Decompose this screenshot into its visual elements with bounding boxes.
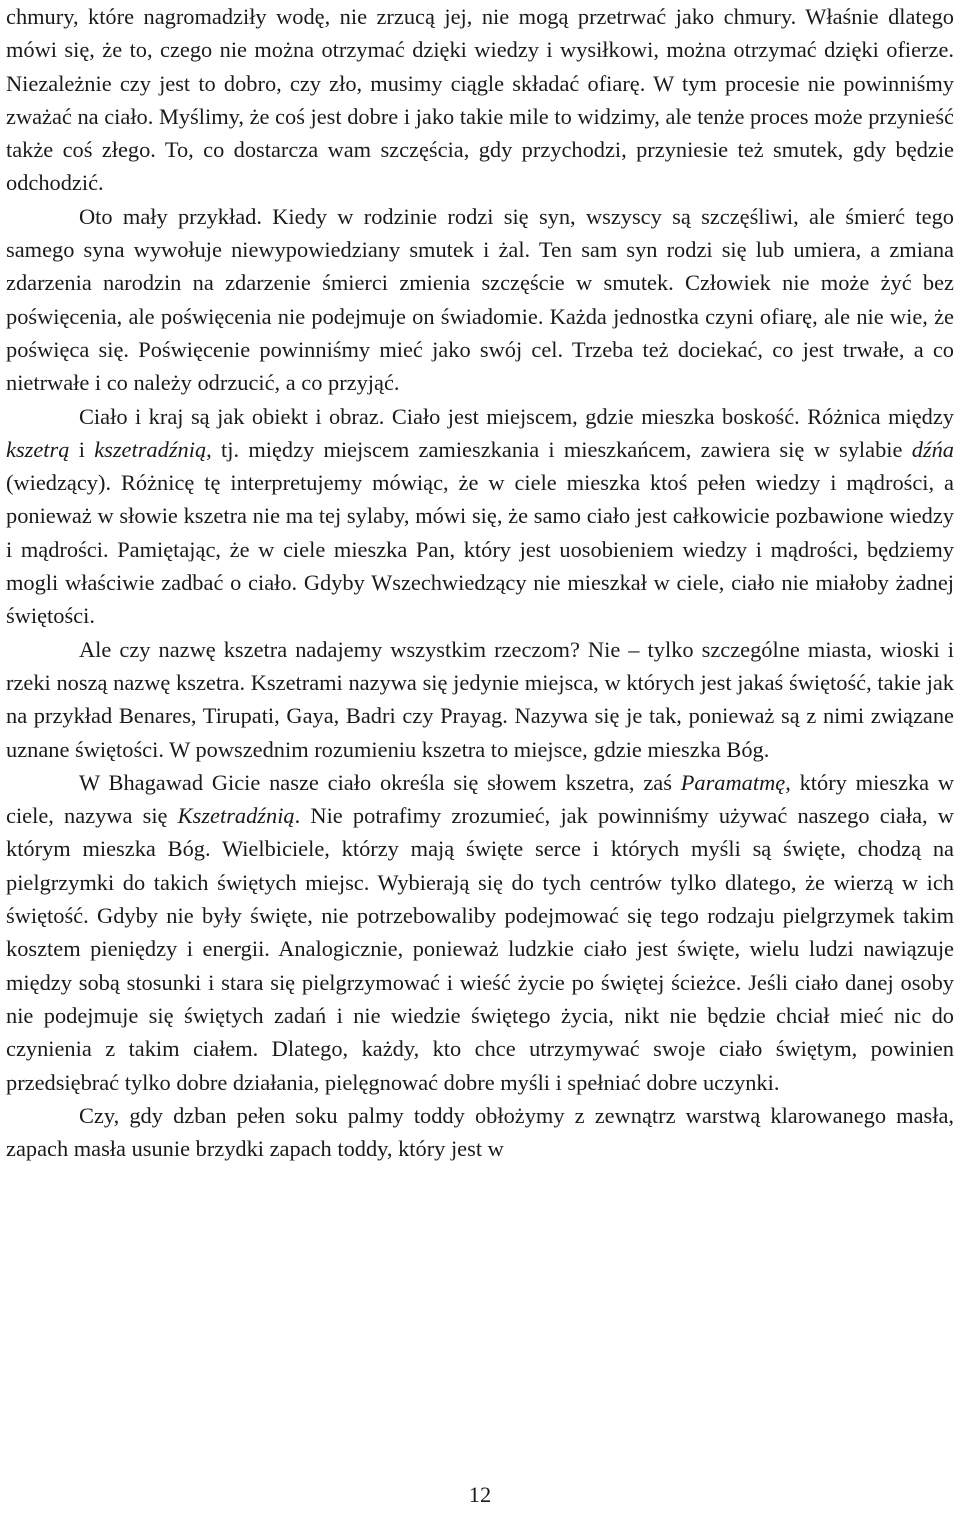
paragraph	[6, 0, 954, 200]
text-run: (wiedzący). Różnicę tę interpretujemy mówiąc, że w ciele mieszka ktoś pełen wiedzy i mądrości, a ponieważ w słowie kszetra nie ma tej sylaby, mówi się, że samo ciało jest całkowicie pozbawione wiedzy i mądrości. Pamiętając, że w ciele mieszka Pan, który jest uosobieniem wiedzy i mądrości, będziemy mogli właściwie zadbać o ciało. Gdyby Wszechwiedzący nie mieszkał w ciele, ciało nie miałoby żadnej świętości.	[6, 470, 954, 629]
text-run: , tj. między miejscem zamieszkania i mieszkańcem, zawiera się w sylabie	[206, 436, 912, 462]
page-number: 12	[468, 1482, 492, 1507]
text-run: Oto mały przykład. Kiedy w rodzinie rodzi się syn, wszyscy są szczęśliwi, ale śmierć tego samego syna wywołuje niewypowiedziany smutek i żal. Ten sam syn rodzi się lub umiera, a zmiana zdarzenia narodzin na zdarzenie śmierci zmienia szczęście w smutek. Człowiek nie może żyć bez poświęcenia, ale poświęcenia nie podejmuje on świadomie. Każda jednostka czyni ofiarę, ale nie wie, że poświęca się. Poświęcenie powinniśmy mieć jako swój cel. Trzeba też dociekać, co jest trwałe, a co nietrwałe i co należy odrzucić, a co przyjąć.	[6, 203, 954, 396]
text-run: W Bhagawad Gicie nasze ciało określa się słowem kszetra, zaś	[79, 769, 681, 795]
text-run: Ciało i kraj są jak obiekt i obraz. Ciało jest miejscem, gdzie mieszka boskość. Różnica między	[79, 403, 954, 429]
text-run: Czy, gdy dzban pełen soku palmy toddy obłożymy z zewnątrz warstwą klarowanego masła, zapach masła usunie brzydki zapach toddy, który jest w	[6, 1102, 954, 1162]
italic-term: kszetrą	[6, 436, 70, 462]
paragraph	[6, 766, 954, 1099]
text-run: , który mieszka w ciele, nazywa się	[6, 769, 954, 829]
body-text	[6, 0, 954, 1165]
italic-term: Paramatmę	[680, 769, 786, 795]
text-run: i	[69, 436, 95, 462]
italic-term: dźńa	[911, 436, 954, 462]
text-run: . Nie potrafimy zrozumieć, jak powinniśmy używać naszego ciała, w którym mieszka Bóg. Wielbiciele, którzy mają święte serce i których myśli są święte, chodzą na pielgrzymki do takich świętych miejsc. Wybierają się do tych centrów tylko dlatego, że wierzą w ich świętość. Gdyby nie były święte, nie potrzebowaliby podejmować się tego rodzaju pielgrzymek takim kosztem pieniędzy i energii. Analogicznie, ponieważ ludzkie ciało jest święte, wielu ludzi nawiązuje między sobą stosunki i stara się pielgrzymować i wieść życie po świętej ścieżce. Jeśli ciało danej osoby nie podejmuje się świętych zadań i nie wiedzie świętego życia, nikt nie będzie chciał mieć nic do czynienia z takim ciałem. Dlatego, każdy, kto chce utrzymywać swoje ciało świętym, powinien przedsiębrać tylko dobre działania, pielęgnować dobre myśli i spełniać dobre uczynki.	[6, 803, 954, 1095]
paragraph	[6, 400, 954, 633]
paragraph	[6, 200, 954, 400]
text-run: chmury, które nagromadziły wodę, nie zrzucą jej, nie mogą przetrwać jako chmury. Właśnie dlatego mówi się, że to, czego nie można otrzymać dzięki wiedzy i wysiłkowi, można otrzymać dzięki ofierze. Niezależnie czy jest to dobro, czy zło, musimy ciągle składać ofiarę. W tym procesie nie powinniśmy zważać na ciało. Myślimy, że coś jest dobre i jako takie mile to widzimy, ale tenże proces może przynieść także coś złego. To, co dostarcza wam szczęścia, gdy przychodzi, przyniesie też smutek, gdy będzie odchodzić.	[6, 4, 954, 196]
paragraph	[6, 1099, 954, 1166]
italic-term: Kszetradźnią	[177, 803, 295, 829]
italic-term: kszetradźnią	[94, 436, 207, 462]
text-run: Ale czy nazwę kszetra nadajemy wszystkim rzeczom? Nie – tylko szczególne miasta, wioski i rzeki noszą nazwę kszetra. Kszetrami nazywa się jedynie miejsca, w których jest jakaś świętość, takie jak na przykład Benares, Tirupati, Gaya, Badri czy Prayag. Nazywa się je tak, ponieważ są z nimi związane uznane świętości. W powszednim rozumieniu kszetra to miejsce, gdzie mieszka Bóg.	[6, 636, 954, 762]
paragraph	[6, 633, 954, 766]
